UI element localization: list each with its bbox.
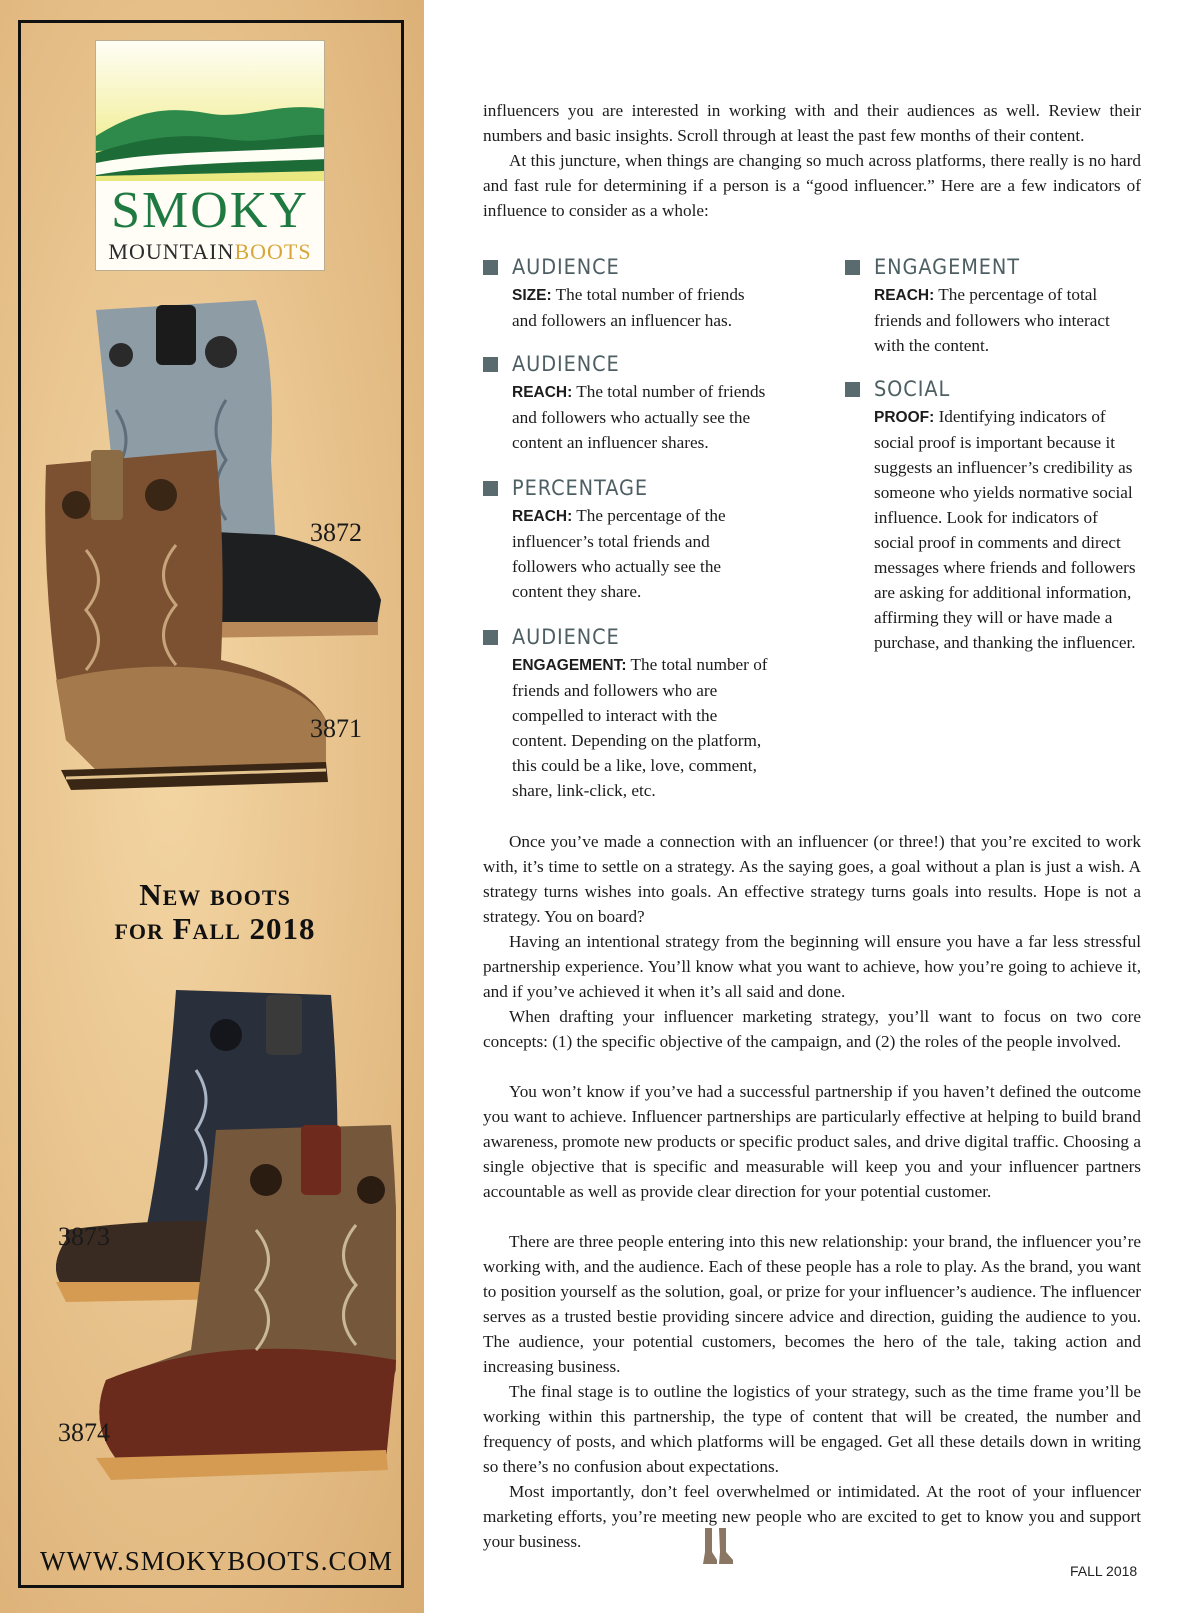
model-number-3873: 3873 [58, 1222, 110, 1251]
square-bullet-icon [483, 630, 498, 645]
indicator-description [512, 379, 773, 455]
indicator-description [512, 652, 773, 803]
ad-headline-line-2: for Fall 2018 [114, 911, 316, 946]
logo-boots-text: BOOTS [234, 239, 312, 264]
indicator-heading [483, 622, 773, 652]
mountain-logo-graphic [96, 41, 325, 181]
model-number-3872: 3872 [310, 518, 362, 547]
ad-headline-line-1: New boots [139, 877, 291, 912]
square-bullet-icon [483, 357, 498, 372]
indicator-text: Identifying indicators of social proof is important because it suggests an influencer’s credibility as someone who yields normative social influence. Look for indicators of social proof in comments and direct messages where friends and followers are asking for additional information, affirming they will or have made a purchase, and thanking the influencer. [874, 407, 1136, 652]
indicator-heading [845, 252, 1141, 282]
indicator-text: The percentage of total friends and followers who interact with the content. [874, 285, 1110, 355]
body-paragraph-3: When drafting your influencer marketing strategy, you’ll want to focus on two core concepts: (1) the specific objective of the campaign, and (2) the roles of the people involved. [483, 1007, 1141, 1051]
indicator-heading [483, 473, 773, 503]
indicator-term: SIZE: [512, 287, 552, 304]
indicator-description [512, 503, 773, 604]
indicator-audience-reach [483, 349, 773, 455]
issue-footer: FALL 2018 [1070, 1563, 1138, 1579]
indicator-text: The total number of friends and followers who actually see the content an influencer shares. [512, 382, 766, 452]
indicator-title: AUDIENCE [512, 625, 620, 649]
model-number-3871: 3871 [310, 714, 362, 743]
ad-website-url: WWW.SMOKYBOOTS.COM [40, 1546, 394, 1576]
indicators-right-column [845, 252, 1141, 655]
indicators-left-column [483, 252, 773, 803]
indicator-description [874, 282, 1141, 358]
indicator-audience-engagement [483, 622, 773, 803]
boots-end-mark-icon [697, 1526, 737, 1566]
indicator-term: REACH: [512, 384, 573, 401]
body-paragraph-1: Once you’ve made a connection with an influencer (or three!) that you’re excited to work with, it’s time to settle on a strategy. As the saying goes, a goal without a plan is just a wish. A strategy turns wishes into goals. An effective strategy turns goals into results. Hope is not a strategy. You on board? [483, 832, 1141, 926]
body-paragraph-4: You won’t know if you’ve had a successful partnership if you haven’t defined the outcome you want to achieve. Influencer partnerships are particularly effective at helping to build brand awareness, promote new products or specific product sales, and drive digital traffic. Choosing a single objective that is specific and measurable will keep you and your influencer partners accountable as well as provide clear direction for your potential customer. [483, 1082, 1141, 1201]
body-paragraph-7: Most importantly, don’t feel overwhelmed or intimidated. At the root of your influencer marketing efforts, you’re meeting new people who are excited to get to know you and support your business. [483, 1482, 1141, 1551]
indicator-description [874, 404, 1141, 655]
indicator-description [512, 282, 773, 333]
indicator-heading [845, 374, 1141, 404]
indicator-audience-size [483, 252, 773, 333]
indicator-social-proof [845, 374, 1141, 655]
indicator-title: AUDIENCE [512, 255, 620, 279]
indicator-text: The total number of friends and followers who are compelled to interact with the content. Depending on the platform, this could be a like, love, comment, share, link-click, etc. [512, 655, 768, 800]
indicator-heading [483, 252, 773, 282]
indicator-term: REACH: [874, 287, 935, 304]
indicator-title: ENGAGEMENT [874, 255, 1021, 279]
model-number-3874: 3874 [58, 1418, 110, 1447]
logo-tagline [96, 239, 324, 265]
logo-brand-name: SMOKY [111, 182, 309, 239]
indicator-title: SOCIAL [874, 377, 951, 401]
indicator-text: The total number of friends and followers an influencer has. [512, 285, 745, 330]
indicator-term: ENGAGEMENT: [512, 657, 627, 674]
body-paragraph-2: Having an intentional strategy from the beginning will ensure you have a far less stressful partnership experience. You’ll know what you want to achieve, how you’re going to achieve it, and if you’ve achieved it when it’s all said and done. [483, 932, 1141, 1001]
smoky-boots-advertisement [0, 0, 424, 1613]
indicator-percentage-reach [483, 473, 773, 604]
indicator-term: REACH: [512, 508, 573, 525]
square-bullet-icon [483, 481, 498, 496]
body-paragraph-6: The final stage is to outline the logistics of your strategy, such as the time frame you’ll be working within this partnership, the type of content that will be created, the number and frequency of posts, and which platforms will be engaged. Get all these details down in writing so there’s no confusion about expectations. [483, 1382, 1141, 1476]
indicator-term: PROOF: [874, 409, 935, 426]
indicator-engagement-reach [845, 252, 1141, 358]
square-bullet-icon [845, 382, 860, 397]
smoky-mountain-boots-logo [95, 40, 325, 271]
logo-mountain-text: MOUNTAIN [108, 239, 235, 264]
indicator-title: PERCENTAGE [512, 476, 649, 500]
indicator-heading [483, 349, 773, 379]
indicator-title: AUDIENCE [512, 352, 620, 376]
body-paragraph-5: There are three people entering into this new relationship: your brand, the influencer you’re working with, and the audience. Each of these people has a role to play. As the brand, you want to position yourself as the solution, goal, or prize for your influencer’s audience. The influencer serves as a trusted bestie providing sincere advice and direction, guiding the audience to you. The audience, your potential customers, becomes the hero of the tale, taking action and increasing business. [483, 1232, 1141, 1376]
intro-paragraph-2: At this juncture, when things are changing so much across platforms, there really is no hard and fast rule for determining if a person is a “good influencer.” Here are a few indicators of influence to consider as a whole: [483, 151, 1141, 220]
intro-paragraph-1: influencers you are interested in working with and their audiences as well. Review their numbers and basic insights. Scroll through at least the past few months of their content. [483, 101, 1141, 145]
square-bullet-icon [483, 260, 498, 275]
square-bullet-icon [845, 260, 860, 275]
indicator-text: The percentage of the influencer’s total friends and followers who actually see the content they share. [512, 506, 726, 601]
